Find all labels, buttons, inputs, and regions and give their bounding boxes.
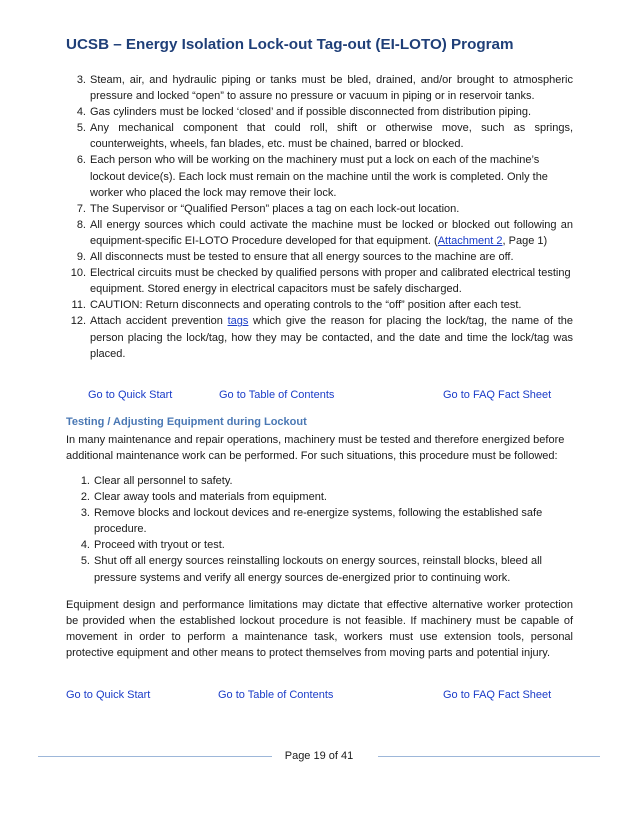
quick-start-link[interactable]: Go to Quick Start xyxy=(66,689,151,701)
intro-paragraph: In many maintenance and repair operations, machinery must be tested and therefore energized before additional maintenance work can be performed. For such situations, this procedure must be followed: xyxy=(66,434,565,463)
item-text: CAUTION: Return disconnects and operating controls to the “off” position after each test. xyxy=(90,299,522,312)
attachment-2-link[interactable]: Attachment 2 xyxy=(437,234,503,247)
item-number: 5. xyxy=(80,555,90,568)
item-text: All disconnects must be tested to ensure that all energy sources to the machine are off. xyxy=(90,251,514,264)
item-number: 2. xyxy=(80,491,90,504)
list-item xyxy=(70,473,560,489)
item-text: Proceed with tryout or test. xyxy=(94,539,225,552)
item-text: Gas cylinders must be locked ‘closed’ and if possible disconnected from distribution piping. xyxy=(90,106,532,119)
item-text: Any mechanical component that could roll, shift or otherwise move, such as springs, counterweights, wheels, fan blades, etc. must be chained, barred or blocked. xyxy=(90,122,573,151)
item-text: Attach accident prevention tags which give the reason for placing the lock/tag, the name of the person placing the lock/tag, how they may be contacted, and the date and time the lock/tag was placed. xyxy=(90,315,573,360)
table-of-contents-link[interactable]: Go to Table of Contents xyxy=(219,389,335,401)
quick-start-link[interactable]: Go to Quick Start xyxy=(88,389,173,401)
item-number: 11. xyxy=(71,299,86,312)
list-item xyxy=(70,505,560,537)
tags-link[interactable]: tags xyxy=(227,315,249,328)
closing-paragraph: Equipment design and performance limitations may dictate that effective alternative worker protection be provided when the established lockout procedure is not feasible. If machinery must be capable of movement in order to perform a maintenance task, workers must use extension tools, personal protective equipment and other means to protect themselves from moving parts and potential injury. xyxy=(66,599,573,660)
item-number: 6. xyxy=(76,154,86,167)
page-number: Page 19 of 41 xyxy=(284,750,354,762)
item-number: 3. xyxy=(80,507,90,520)
item-number: 5. xyxy=(76,122,86,135)
item-text: Clear away tools and materials from equipment. xyxy=(94,491,327,504)
list-item xyxy=(66,72,573,104)
item-number: 4. xyxy=(76,106,86,119)
item-text: Steam, air, and hydraulic piping or tanks must be bled, drained, and/or brought to atmospheric pressure and locked “open” to assure no pressure or vacuum in piping or in reservoir tanks. xyxy=(90,74,573,103)
faq-fact-sheet-link[interactable]: Go to FAQ Fact Sheet xyxy=(443,689,552,701)
item-text: Shut off all energy sources reinstalling lockouts on energy sources, reinstall blocks, bleed all pressure systems and verify all energy sources de-energized prior to continuing work. xyxy=(94,555,542,584)
list-item xyxy=(66,313,573,361)
list-item xyxy=(66,104,573,120)
item-text: Remove blocks and lockout devices and re-energize systems, following the established safe procedure. xyxy=(94,507,543,536)
list-item xyxy=(66,249,573,265)
list-item xyxy=(66,120,573,152)
item-number: 4. xyxy=(80,539,90,552)
list-item xyxy=(66,297,573,313)
list-item xyxy=(66,217,573,249)
testing-steps-list xyxy=(70,473,560,586)
item-number: 9. xyxy=(76,251,86,264)
list-item xyxy=(70,537,560,553)
item-text: Clear all personnel to safety. xyxy=(94,475,233,487)
list-item xyxy=(66,201,573,217)
item-text: Each person who will be working on the machinery must put a lock on each of the machine’s lockout device(s). Each lock must remain on the machine until the work is completed. Only the worker who placed the lock may remove their lock. xyxy=(90,154,548,199)
item-number: 1. xyxy=(80,475,90,487)
item-number: 12. xyxy=(70,315,86,328)
section-heading: Testing / Adjusting Equipment during Lockout xyxy=(66,416,307,428)
table-of-contents-link[interactable]: Go to Table of Contents xyxy=(218,689,334,701)
list-item xyxy=(70,489,560,505)
lockout-steps-list xyxy=(66,72,573,362)
item-text: Electrical circuits must be checked by qualified persons with proper and calibrated electrical testing equipment. Stored energy in electrical capacitors must be safely discharged. xyxy=(90,267,571,296)
faq-fact-sheet-link[interactable]: Go to FAQ Fact Sheet xyxy=(443,389,552,401)
item-number: 7. xyxy=(76,202,86,215)
item-number: 8. xyxy=(76,218,86,231)
list-item xyxy=(66,265,573,297)
item-number: 10. xyxy=(70,267,86,280)
item-text: All energy sources which could activate the machine must be locked or blocked out following an equipment-specific EI-LOTO Procedure developed for that equipment. (Attachment 2, Page 1) xyxy=(90,218,573,247)
page-title: UCSB – Energy Isolation Lock-out Tag-out (EI-LOTO) Program xyxy=(66,36,514,53)
list-item xyxy=(66,152,573,200)
list-item xyxy=(70,553,560,585)
item-number: 3. xyxy=(76,74,86,86)
item-text: The Supervisor or “Qualified Person” places a tag on each lock-out location. xyxy=(90,202,460,215)
